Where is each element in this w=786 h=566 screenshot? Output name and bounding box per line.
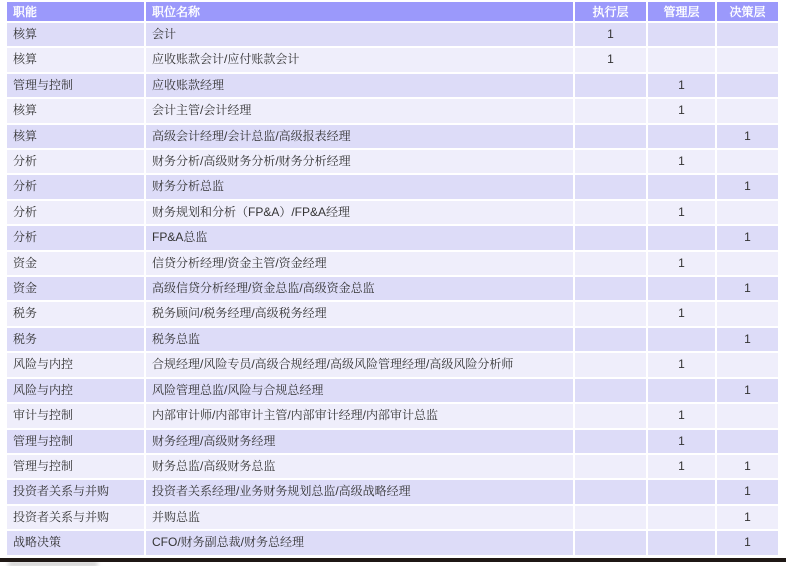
mgmt-layer-cell [648, 125, 715, 148]
position-cell: 财务分析/高级财务分析/财务分析经理 [146, 150, 573, 173]
function-cell: 核算 [7, 99, 144, 122]
job-levels-table [5, 0, 780, 557]
function-cell: 核算 [7, 48, 144, 71]
position-cell: CFO/财务副总裁/财务总经理 [146, 531, 573, 554]
job-levels-table-wrap [5, 0, 780, 557]
mgmt-layer-cell: 1 [648, 201, 715, 224]
function-cell: 风险与内控 [7, 353, 144, 376]
table-row [7, 506, 778, 529]
table-row [7, 23, 778, 46]
header-row [7, 2, 778, 21]
mgmt-layer-cell [648, 277, 715, 300]
function-cell: 分析 [7, 175, 144, 198]
table-row [7, 252, 778, 275]
table-row [7, 404, 778, 427]
position-cell: 财务经理/高级财务经理 [146, 430, 573, 453]
position-cell: 财务分析总监 [146, 175, 573, 198]
exec-layer-cell [575, 328, 646, 351]
decision-layer-cell [717, 74, 778, 97]
table-row [7, 531, 778, 554]
position-cell: 财务规划和分析（FP&A）/FP&A经理 [146, 201, 573, 224]
table-row [7, 353, 778, 376]
decision-layer-cell: 1 [717, 506, 778, 529]
column-header-decision-layer: 决策层 [717, 2, 778, 21]
bottom-edge-bar [0, 558, 786, 562]
decision-layer-cell [717, 430, 778, 453]
position-cell: 应收账款会计/应付账款会计 [146, 48, 573, 71]
column-header-exec-layer: 执行层 [575, 2, 646, 21]
exec-layer-cell: 1 [575, 23, 646, 46]
table-row [7, 175, 778, 198]
function-cell: 税务 [7, 302, 144, 325]
decision-layer-cell [717, 201, 778, 224]
table-row [7, 480, 778, 503]
table-row [7, 328, 778, 351]
exec-layer-cell [575, 277, 646, 300]
column-header-position: 职位名称 [146, 2, 573, 21]
position-cell: 内部审计师/内部审计主管/内部审计经理/内部审计总监 [146, 404, 573, 427]
mgmt-layer-cell [648, 226, 715, 249]
function-cell: 审计与控制 [7, 404, 144, 427]
position-cell: 信贷分析经理/资金主管/资金经理 [146, 252, 573, 275]
decision-layer-cell: 1 [717, 480, 778, 503]
table-body [7, 23, 778, 555]
function-cell: 核算 [7, 23, 144, 46]
table-row [7, 74, 778, 97]
function-cell: 分析 [7, 150, 144, 173]
exec-layer-cell [575, 125, 646, 148]
decision-layer-cell: 1 [717, 379, 778, 402]
table-row [7, 430, 778, 453]
exec-layer-cell [575, 455, 646, 478]
position-cell: 税务顾问/税务经理/高级税务经理 [146, 302, 573, 325]
table-row [7, 379, 778, 402]
exec-layer-cell [575, 531, 646, 554]
decision-layer-cell: 1 [717, 175, 778, 198]
position-cell: 财务总监/高级财务总监 [146, 455, 573, 478]
function-cell: 管理与控制 [7, 430, 144, 453]
position-cell: 合规经理/风险专员/高级合规经理/高级风险管理经理/高级风险分析师 [146, 353, 573, 376]
table-row [7, 277, 778, 300]
exec-layer-cell [575, 74, 646, 97]
exec-layer-cell [575, 302, 646, 325]
function-cell: 核算 [7, 125, 144, 148]
function-cell: 投资者关系与并购 [7, 506, 144, 529]
decision-layer-cell [717, 150, 778, 173]
exec-layer-cell [575, 379, 646, 402]
function-cell: 风险与内控 [7, 379, 144, 402]
position-cell: 投资者关系经理/业务财务规划总监/高级战略经理 [146, 480, 573, 503]
function-cell: 资金 [7, 277, 144, 300]
exec-layer-cell [575, 404, 646, 427]
exec-layer-cell [575, 175, 646, 198]
exec-layer-cell [575, 226, 646, 249]
function-cell: 管理与控制 [7, 74, 144, 97]
function-cell: 税务 [7, 328, 144, 351]
position-cell: 税务总监 [146, 328, 573, 351]
table-row [7, 48, 778, 71]
decision-layer-cell: 1 [717, 226, 778, 249]
position-cell: 应收账款经理 [146, 74, 573, 97]
mgmt-layer-cell: 1 [648, 302, 715, 325]
mgmt-layer-cell: 1 [648, 455, 715, 478]
decision-layer-cell [717, 404, 778, 427]
position-cell: 会计 [146, 23, 573, 46]
function-cell: 分析 [7, 226, 144, 249]
table-row [7, 125, 778, 148]
mgmt-layer-cell: 1 [648, 404, 715, 427]
mgmt-layer-cell [648, 531, 715, 554]
decision-layer-cell [717, 252, 778, 275]
table-row [7, 455, 778, 478]
column-header-function: 职能 [7, 2, 144, 21]
mgmt-layer-cell: 1 [648, 353, 715, 376]
mgmt-layer-cell [648, 175, 715, 198]
position-cell: 高级会计经理/会计总监/高级报表经理 [146, 125, 573, 148]
decision-layer-cell [717, 302, 778, 325]
mgmt-layer-cell: 1 [648, 430, 715, 453]
table-row [7, 99, 778, 122]
exec-layer-cell: 1 [575, 48, 646, 71]
mgmt-layer-cell [648, 379, 715, 402]
mgmt-layer-cell [648, 23, 715, 46]
decision-layer-cell: 1 [717, 531, 778, 554]
table-row [7, 150, 778, 173]
decision-layer-cell [717, 353, 778, 376]
decision-layer-cell: 1 [717, 328, 778, 351]
function-cell: 战略决策 [7, 531, 144, 554]
table-row [7, 201, 778, 224]
table-row [7, 302, 778, 325]
mgmt-layer-cell: 1 [648, 99, 715, 122]
mgmt-layer-cell: 1 [648, 150, 715, 173]
position-cell: 高级信贷分析经理/资金总监/高级资金总监 [146, 277, 573, 300]
exec-layer-cell [575, 480, 646, 503]
decision-layer-cell [717, 99, 778, 122]
position-cell: 会计主管/会计经理 [146, 99, 573, 122]
exec-layer-cell [575, 506, 646, 529]
decision-layer-cell [717, 48, 778, 71]
exec-layer-cell [575, 150, 646, 173]
table-header [7, 2, 778, 21]
exec-layer-cell [575, 99, 646, 122]
mgmt-layer-cell: 1 [648, 252, 715, 275]
exec-layer-cell [575, 201, 646, 224]
exec-layer-cell [575, 353, 646, 376]
function-cell: 投资者关系与并购 [7, 480, 144, 503]
function-cell: 分析 [7, 201, 144, 224]
mgmt-layer-cell [648, 328, 715, 351]
decision-layer-cell [717, 23, 778, 46]
table-row [7, 226, 778, 249]
function-cell: 管理与控制 [7, 455, 144, 478]
mgmt-layer-cell [648, 480, 715, 503]
exec-layer-cell [575, 430, 646, 453]
decision-layer-cell: 1 [717, 125, 778, 148]
mgmt-layer-cell [648, 48, 715, 71]
decision-layer-cell: 1 [717, 277, 778, 300]
decision-layer-cell: 1 [717, 455, 778, 478]
mgmt-layer-cell [648, 506, 715, 529]
position-cell: 风险管理总监/风险与合规总经理 [146, 379, 573, 402]
column-header-mgmt-layer: 管理层 [648, 2, 715, 21]
function-cell: 资金 [7, 252, 144, 275]
mgmt-layer-cell: 1 [648, 74, 715, 97]
position-cell: 并购总监 [146, 506, 573, 529]
bottom-left-smudge [8, 562, 98, 566]
exec-layer-cell [575, 252, 646, 275]
position-cell: FP&A总监 [146, 226, 573, 249]
